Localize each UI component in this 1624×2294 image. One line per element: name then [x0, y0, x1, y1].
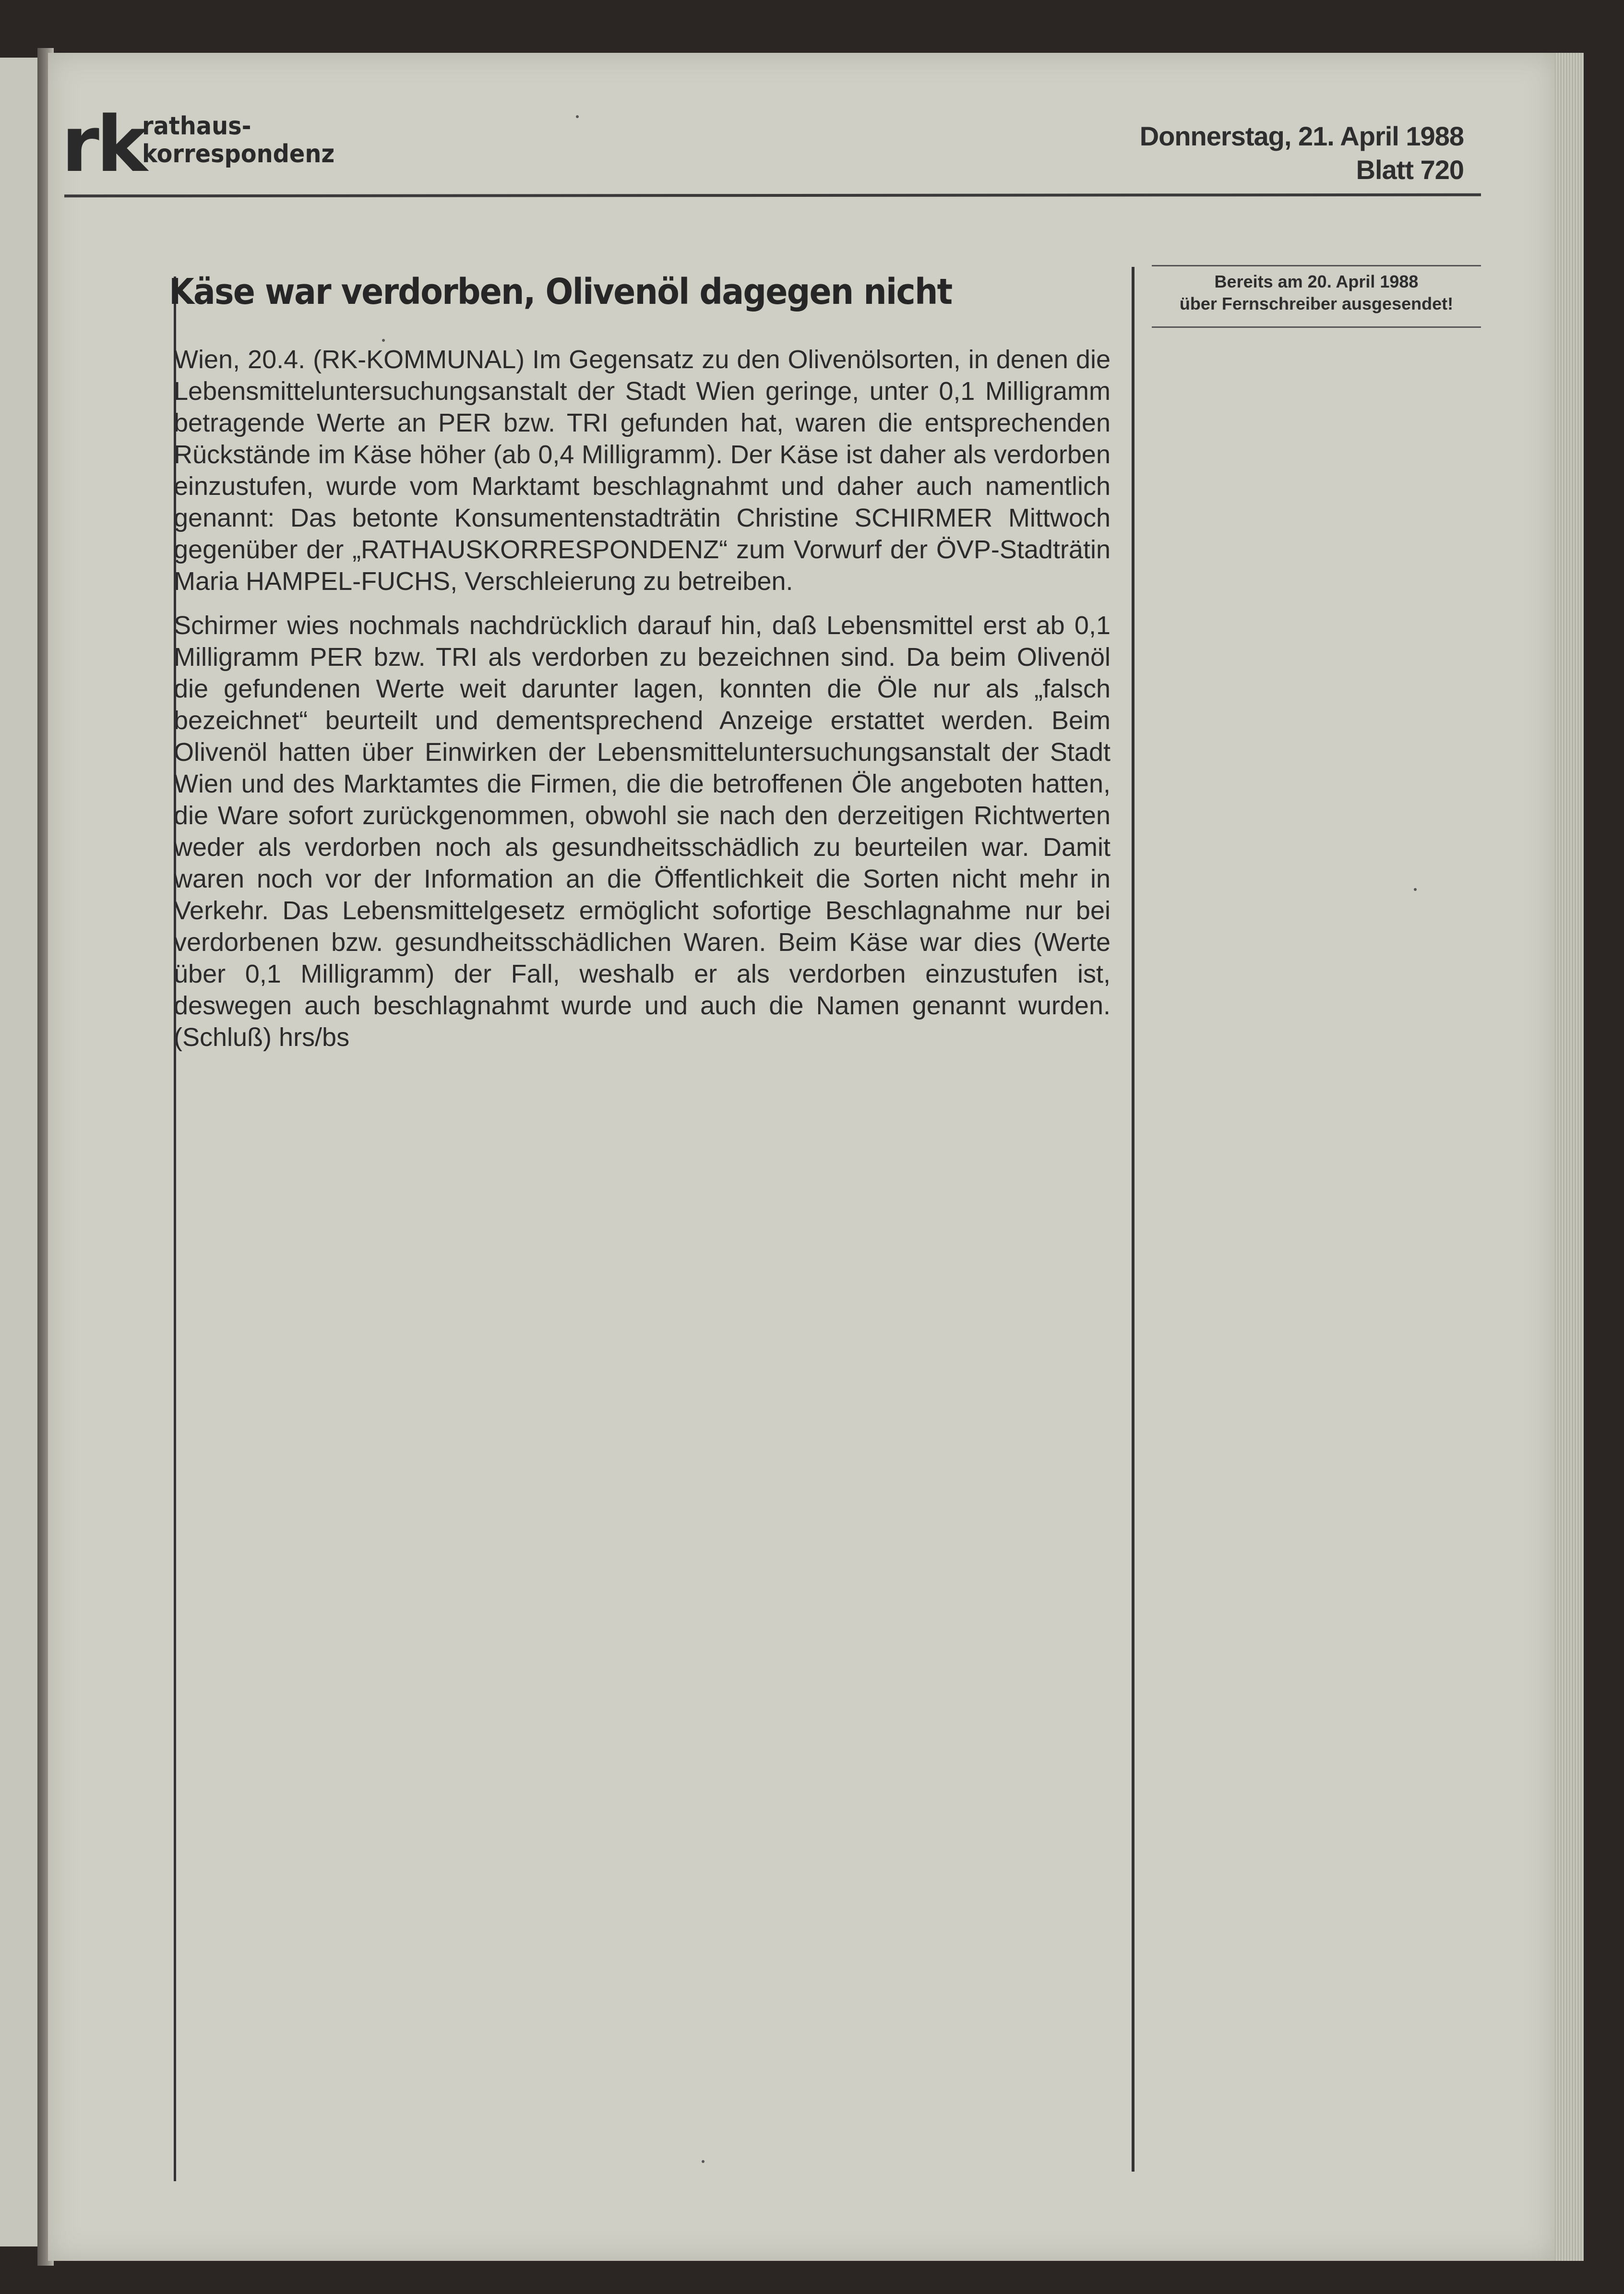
logo-line-1: rathaus- — [142, 112, 251, 141]
sheet-number: Blatt 720 — [1356, 155, 1464, 185]
article-headline: Käse war verdorben, Olivenöl dagegen nicht — [169, 271, 952, 312]
paper-speck — [382, 339, 385, 342]
rk-logo: rk — [61, 99, 145, 189]
article-body — [174, 344, 1111, 1066]
previous-page-edge — [0, 58, 40, 2246]
transmission-note — [1152, 271, 1481, 315]
transmission-note-line-2: über Fernschreiber ausgesendet! — [1179, 294, 1454, 313]
issue-date: Donnerstag, 21. April 1988 — [1139, 121, 1464, 151]
side-note-rule-top — [1152, 265, 1481, 266]
page-stack-edges — [1550, 53, 1584, 2261]
paper-speck — [1414, 888, 1417, 891]
paper-speck — [702, 2160, 705, 2163]
paper-speck — [576, 115, 579, 118]
article-paragraph: Schirmer wies nochmals nachdrücklich darauf hin, daß Lebensmittel erst ab 0,1 Milligramm PER bzw. TRI als verdorben zu bezeichnen sind. Da beim Olivenöl die gefundenen Werte weit darunter lagen, konnten die Öle nur als „falsch bezeichnet“ beurteilt und dementsprechend Anzeige erstattet werden. Beim Olivenöl hatten über Einwirken der Lebensmitteluntersuchungsanstalt der Stadt Wien und des Marktamtes die Firmen, die die betroffenen Öle angeboten hatten, die Ware sofort zurückgenommen, obwohl sie nach den derzeitigen Richtwerten weder als verdorben noch als gesundheitsschädlich zu beurteilen war. Damit waren noch vor der Information an die Öffentlichkeit die Sorten nicht mehr in Verkehr. Das Lebensmittelgesetz ermöglicht sofortige Beschlagnahme nur bei verdorbenen bzw. gesundheitsschädlichen Waren. Beim Käse war dies (Werte über 0,1 Milligramm) der Fall, weshalb er als verdorben einzustufen ist, deswegen auch beschlagnahmt wurde und auch die Namen genannt wurden. (Schluß) hrs/bs — [174, 611, 1111, 1052]
side-note-rule-bottom — [1152, 326, 1481, 328]
transmission-note-line-1: Bereits am 20. April 1988 — [1214, 272, 1419, 291]
logo-line-2: korrespondenz — [142, 140, 335, 168]
logo-wordmark — [142, 112, 334, 168]
column-rule-right — [1132, 267, 1134, 2172]
article-paragraph: Wien, 20.4. (RK-KOMMUNAL) Im Gegensatz zu den Olivenölsorten, in denen die Lebensmitteluntersuchungsanstalt der Stadt Wien geringe, unter 0,1 Milligramm betragende Werte an PER bzw. TRI gefunden hat, waren die entsprechenden Rückstände im Käse höher (ab 0,4 Milligramm). Der Käse ist daher als verdorben einzustufen, wurde vom Marktamt beschlagnahmt und daher auch namentlich genannt: Das betonte Konsumentenstadträtin Christine SCHIRMER Mittwoch gegenüber der „RATHAUSKORRESPONDENZ“ zum Vorwurf der ÖVP-Stadträtin Maria HAMPEL-FUCHS, Verschleierung zu betreiben. — [174, 345, 1111, 596]
